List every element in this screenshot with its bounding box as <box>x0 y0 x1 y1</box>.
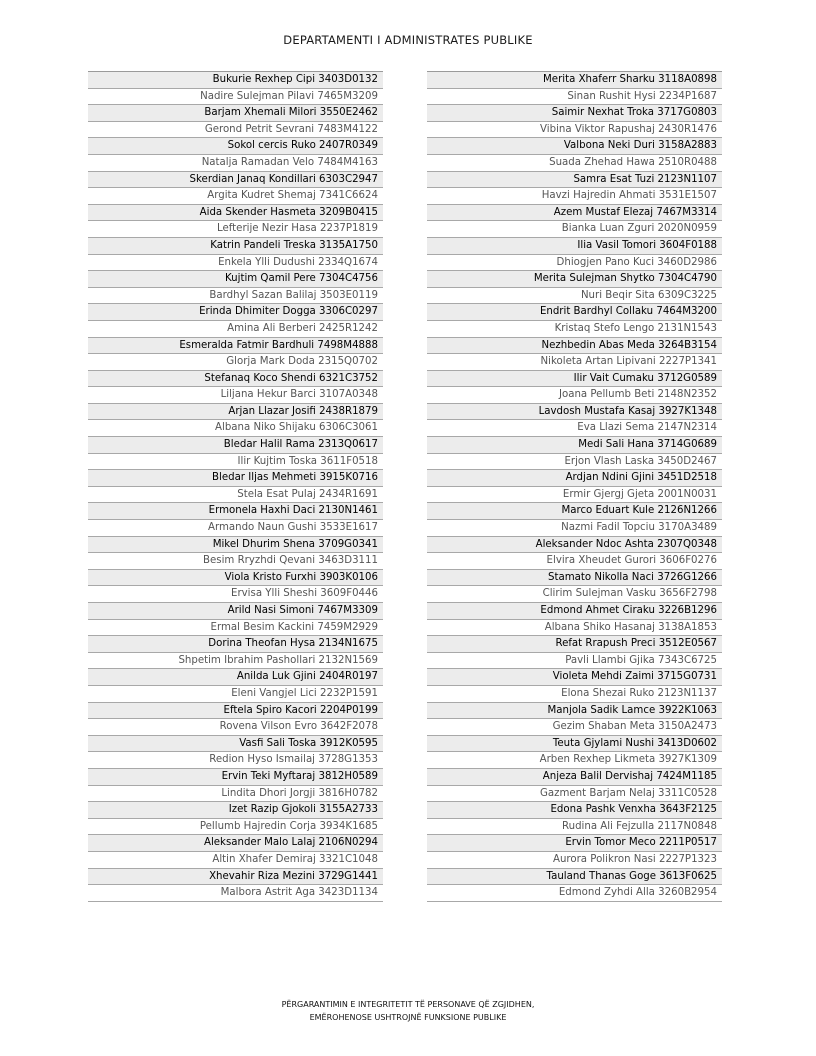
list-item: Katrin Pandeli Treska 3135A1750 <box>88 238 383 255</box>
list-item: Aleksander Malo Lalaj 2106N0294 <box>88 835 383 852</box>
right-name-list <box>427 71 722 902</box>
list-item: Joana Pellumb Beti 2148N2352 <box>427 387 722 404</box>
list-item: Bardhyl Sazan Balilaj 3503E0119 <box>88 288 383 305</box>
list-item: Kujtim Qamil Pere 7304C4756 <box>88 271 383 288</box>
list-item: Rovena Vilson Evro 3642F2078 <box>88 719 383 736</box>
list-item: Lindita Dhori Jorgji 3816H0782 <box>88 786 383 803</box>
list-item: Liljana Hekur Barci 3107A0348 <box>88 387 383 404</box>
list-item: Elona Shezai Ruko 2123N1137 <box>427 686 722 703</box>
list-item: Ilir Vait Cumaku 3712G0589 <box>427 371 722 388</box>
list-item: Xhevahir Riza Mezini 3729G1441 <box>88 869 383 886</box>
list-item: Eftela Spiro Kacori 2204P0199 <box>88 703 383 720</box>
list-item: Azem Mustaf Elezaj 7467M3314 <box>427 205 722 222</box>
list-item: Redion Hyso Ismailaj 3728G1353 <box>88 752 383 769</box>
footer-line-1: PËRGARANTIMIN E INTEGRITETIT TË PERSONAVE QË ZGJIDHEN, <box>281 1000 535 1009</box>
list-item: Dhiogjen Pano Kuci 3460D2986 <box>427 255 722 272</box>
list-item: Mikel Dhurim Shena 3709G0341 <box>88 537 383 554</box>
list-item: Bledar Halil Rama 2313Q0617 <box>88 437 383 454</box>
list-item: Dorina Theofan Hysa 2134N1675 <box>88 636 383 653</box>
list-item: Ilir Kujtim Toska 3611F0518 <box>88 454 383 471</box>
list-item: Gerond Petrit Sevrani 7483M4122 <box>88 122 383 139</box>
list-item: Amina Ali Berberi 2425R1242 <box>88 321 383 338</box>
list-item: Viola Kristo Furxhi 3903K0106 <box>88 570 383 587</box>
list-item: Erjon Vlash Laska 3450D2467 <box>427 454 722 471</box>
list-item: Marco Eduart Kule 2126N1266 <box>427 503 722 520</box>
footer-line-2: EMËROHENOSE USHTROJNË FUNKSIONE PUBLIKE <box>309 1013 507 1022</box>
list-item: Arjan Llazar Josifi 2438R1879 <box>88 404 383 421</box>
list-item: Izet Razip Gjokoli 3155A2733 <box>88 802 383 819</box>
list-item: Nazmi Fadil Topciu 3170A3489 <box>427 520 722 537</box>
list-item: Ermonela Haxhi Daci 2130N1461 <box>88 503 383 520</box>
list-item: Sinan Rushit Hysi 2234P1687 <box>427 89 722 106</box>
list-item: Aida Skender Hasmeta 3209B0415 <box>88 205 383 222</box>
list-item: Malbora Astrit Aga 3423D1134 <box>88 885 383 902</box>
list-item: Merita Sulejman Shytko 7304C4790 <box>427 271 722 288</box>
list-item: Erinda Dhimiter Dogga 3306C0297 <box>88 304 383 321</box>
list-item: Altin Xhafer Demiraj 3321C1048 <box>88 852 383 869</box>
list-item: Pellumb Hajredin Corja 3934K1685 <box>88 819 383 836</box>
list-item: Enkela Ylli Dudushi 2334Q1674 <box>88 255 383 272</box>
list-item: Nikoleta Artan Lipivani 2227P1341 <box>427 354 722 371</box>
list-item: Ermal Besim Kackini 7459M2929 <box>88 620 383 637</box>
list-item: Natalja Ramadan Velo 7484M4163 <box>88 155 383 172</box>
list-item: Nezhbedin Abas Meda 3264B3154 <box>427 338 722 355</box>
list-item: Refat Rrapush Preci 3512E0567 <box>427 636 722 653</box>
list-item: Kristaq Stefo Lengo 2131N1543 <box>427 321 722 338</box>
list-item: Arben Rexhep Likmeta 3927K1309 <box>427 752 722 769</box>
list-item: Samra Esat Tuzi 2123N1107 <box>427 172 722 189</box>
list-item: Anilda Luk Gjini 2404R0197 <box>88 669 383 686</box>
list-item: Albana Shiko Hasanaj 3138A1853 <box>427 620 722 637</box>
list-item: Lavdosh Mustafa Kasaj 3927K1348 <box>427 404 722 421</box>
list-item: Bianka Luan Zguri 2020N0959 <box>427 221 722 238</box>
list-item: Barjam Xhemali Milori 3550E2462 <box>88 105 383 122</box>
page-title: DEPARTAMENTI I ADMINISTRATES PUBLIKE <box>283 33 533 47</box>
list-item: Esmeralda Fatmir Bardhuli 7498M4888 <box>88 338 383 355</box>
list-item: Aleksander Ndoc Ashta 2307Q0348 <box>427 537 722 554</box>
list-item: Argita Kudret Shemaj 7341C6624 <box>88 188 383 205</box>
list-item: Vasfi Sali Toska 3912K0595 <box>88 736 383 753</box>
list-item: Nuri Beqir Sita 6309C3225 <box>427 288 722 305</box>
list-item: Gazment Barjam Nelaj 3311C0528 <box>427 786 722 803</box>
list-item: Clirim Sulejman Vasku 3656F2798 <box>427 586 722 603</box>
list-item: Ermir Gjergj Gjeta 2001N0031 <box>427 487 722 504</box>
list-item: Anjeza Balil Dervishaj 7424M1185 <box>427 769 722 786</box>
list-item: Shpetim Ibrahim Pashollari 2132N1569 <box>88 653 383 670</box>
footer <box>0 998 816 1024</box>
list-item: Medi Sali Hana 3714G0689 <box>427 437 722 454</box>
list-item: Vibina Viktor Rapushaj 2430R1476 <box>427 122 722 139</box>
list-item: Manjola Sadik Lamce 3922K1063 <box>427 703 722 720</box>
list-item: Gezim Shaban Meta 3150A2473 <box>427 719 722 736</box>
list-item: Sokol cercis Ruko 2407R0349 <box>88 138 383 155</box>
list-item: Edona Pashk Venxha 3643F2125 <box>427 802 722 819</box>
list-item: Valbona Neki Duri 3158A2883 <box>427 138 722 155</box>
list-item: Stamato Nikolla Naci 3726G1266 <box>427 570 722 587</box>
list-item: Pavli Llambi Gjika 7343C6725 <box>427 653 722 670</box>
list-item: Edmond Ahmet Ciraku 3226B1296 <box>427 603 722 620</box>
list-item: Stefanaq Koco Shendi 6321C3752 <box>88 371 383 388</box>
list-item: Ervisa Ylli Sheshi 3609F0446 <box>88 586 383 603</box>
list-item: Merita Xhaferr Sharku 3118A0898 <box>427 72 722 89</box>
list-item: Nadire Sulejman Pilavi 7465M3209 <box>88 89 383 106</box>
list-item: Violeta Mehdi Zaimi 3715G0731 <box>427 669 722 686</box>
list-item: Lefterije Nezir Hasa 2237P1819 <box>88 221 383 238</box>
list-item: Teuta Gjylami Nushi 3413D0602 <box>427 736 722 753</box>
list-item: Ervin Teki Myftaraj 3812H0589 <box>88 769 383 786</box>
list-item: Skerdian Janaq Kondillari 6303C2947 <box>88 172 383 189</box>
list-item: Glorja Mark Doda 2315Q0702 <box>88 354 383 371</box>
list-item: Stela Esat Pulaj 2434R1691 <box>88 487 383 504</box>
list-item: Armando Naun Gushi 3533E1617 <box>88 520 383 537</box>
list-item: Elvira Xheudet Gurori 3606F0276 <box>427 553 722 570</box>
list-item: Ervin Tomor Meco 2211P0517 <box>427 835 722 852</box>
list-item: Besim Rryzhdi Qevani 3463D3111 <box>88 553 383 570</box>
list-item: Eleni Vangjel Lici 2232P1591 <box>88 686 383 703</box>
list-item: Edmond Zyhdi Alla 3260B2954 <box>427 885 722 902</box>
left-name-list <box>88 71 383 902</box>
list-item: Ilia Vasil Tomori 3604F0188 <box>427 238 722 255</box>
list-item: Eva Llazi Sema 2147N2314 <box>427 420 722 437</box>
list-item: Arild Nasi Simoni 7467M3309 <box>88 603 383 620</box>
list-item: Tauland Thanas Goge 3613F0625 <box>427 869 722 886</box>
list-item: Bledar Iljas Mehmeti 3915K0716 <box>88 470 383 487</box>
list-item: Saimir Nexhat Troka 3717G0803 <box>427 105 722 122</box>
list-item: Suada Zhehad Hawa 2510R0488 <box>427 155 722 172</box>
list-item: Rudina Ali Fejzulla 2117N0848 <box>427 819 722 836</box>
list-item: Havzi Hajredin Ahmati 3531E1507 <box>427 188 722 205</box>
list-item: Ardjan Ndini Gjini 3451D2518 <box>427 470 722 487</box>
list-item: Endrit Bardhyl Collaku 7464M3200 <box>427 304 722 321</box>
list-item: Bukurie Rexhep Cipi 3403D0132 <box>88 72 383 89</box>
list-item: Aurora Polikron Nasi 2227P1323 <box>427 852 722 869</box>
list-item: Albana Niko Shijaku 6306C3061 <box>88 420 383 437</box>
